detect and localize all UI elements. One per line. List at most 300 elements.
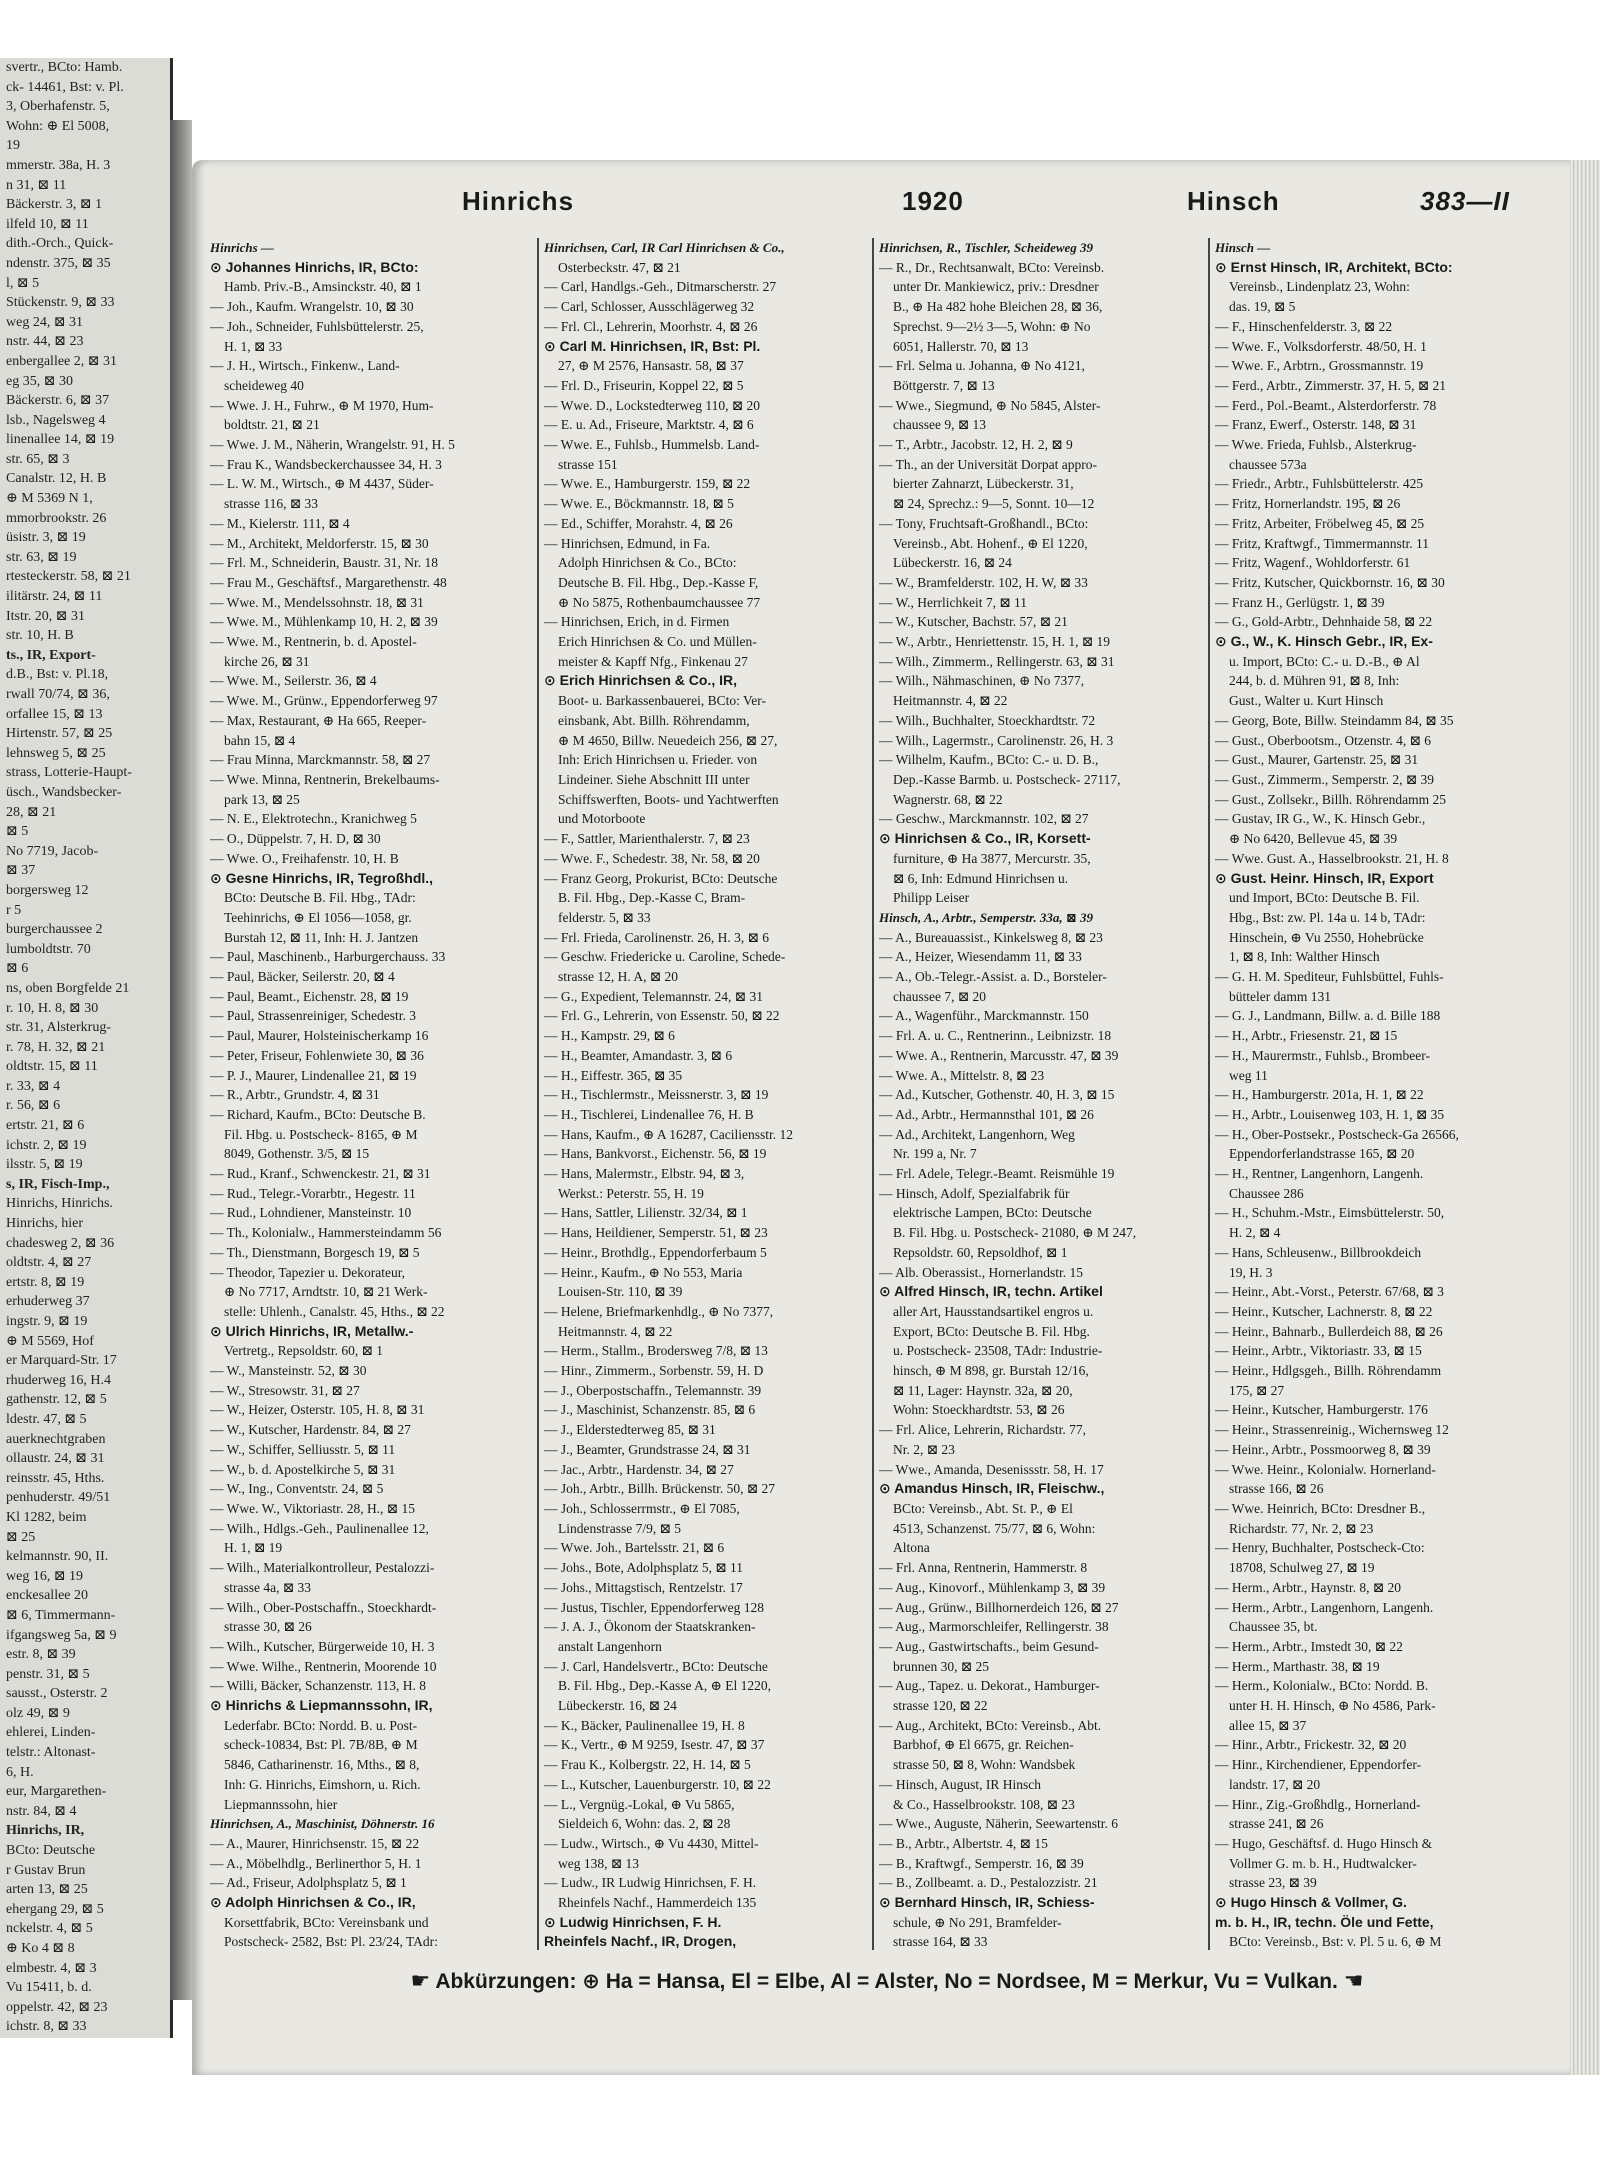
directory-entry: Adolph Hinrichsen & Co., BCto:	[558, 555, 737, 571]
directory-entry: 244, b. d. Mühren 91, ⊠ 8, Inh:	[1229, 673, 1400, 689]
directory-entry: — Wwe. Heinrich, BCto: Dresdner B.,	[1215, 1501, 1426, 1516]
left-page-line: enbergallee 2, ⊠ 31	[6, 353, 117, 369]
column-rule	[1208, 238, 1210, 1950]
directory-entry: — Joh., Kaufm. Wrangelstr. 10, ⊠ 30	[210, 299, 414, 315]
directory-entry: — Hans, Malermstr., Elbstr. 94, ⊠ 3,	[544, 1166, 745, 1182]
directory-entry: furniture, ⊕ Ha 3877, Mercurstr. 35,	[893, 850, 1091, 866]
surname-heading: Hinrichsen, Carl, IR Carl Hinrichsen & Co.,	[544, 240, 785, 255]
directory-entry: — H., Arbtr., Friesenstr. 21, ⊠ 15	[1215, 1028, 1398, 1044]
directory-entry: — Frl. Adele, Telegr.-Beamt. Reismühle 19	[879, 1166, 1115, 1182]
directory-entry: felderstr. 5, ⊠ 33	[558, 909, 651, 925]
left-page-line: estr. 8, ⊠ 39	[6, 1647, 76, 1663]
left-page-line: gathenstr. 12, ⊠ 5	[6, 1392, 107, 1408]
left-page-line: borgersweg 12	[6, 882, 89, 898]
directory-entry: allee 15, ⊠ 37	[1229, 1717, 1307, 1733]
directory-entry: Teehinrichs, ⊕ El 1056—1058, gr.	[224, 909, 412, 925]
directory-entry: aller Art, Hausstandsartikel engros u.	[893, 1303, 1094, 1319]
directory-entry: Boot- u. Barkassenbauerei, BCto: Ver-	[558, 693, 766, 709]
firm-entry: ⊙ Alfred Hinsch, IR, techn. Artikel	[879, 1283, 1103, 1300]
firm-entry: ⊙ Amandus Hinsch, IR, Fleischw.,	[879, 1480, 1105, 1497]
left-page-line: r. 78, H. 32, ⊠ 21	[6, 1039, 106, 1055]
directory-entry: Nr. 2, ⊠ 23	[893, 1441, 955, 1457]
left-page-line: olz 49, ⊠ 9	[6, 1705, 70, 1721]
directory-entry: Chaussee 35, bt.	[1229, 1619, 1318, 1635]
directory-entry: — Ferd., Pol.-Beamt., Alsterdorferstr. 78	[1215, 397, 1437, 413]
directory-entry: ⊕ M 4650, Billw. Neuedeich 256, ⊠ 27,	[558, 732, 778, 748]
left-page-line: elmbestr. 4, ⊠ 3	[6, 1960, 97, 1976]
directory-entry: stelle: Uhlenh., Canalstr. 45, Hths., ⊠ 22	[224, 1303, 445, 1319]
directory-entry: und Import, BCto: Deutsche B. Fil.	[1229, 890, 1420, 906]
directory-entry: und Motorboote	[558, 811, 646, 827]
directory-entry: — Th., Dienstmann, Borgesch 19, ⊠ 5	[210, 1244, 420, 1260]
left-page-line: rtesteckerstr. 58, ⊠ 21	[6, 569, 131, 585]
directory-entry: — Frl. Alice, Lehrerin, Richardstr. 77,	[879, 1422, 1086, 1438]
directory-entry: — Heinr., Bahnarb., Bullerdeich 88, ⊠ 26	[1215, 1323, 1443, 1339]
directory-entry: Liepmannssohn, hier	[224, 1796, 338, 1812]
firm-entry: ⊙ Erich Hinrichsen & Co., IR,	[544, 672, 737, 689]
surname-heading: Hinrichs —	[210, 240, 274, 255]
directory-entry: — Rud., Kranf., Schwenckestr. 21, ⊠ 31	[210, 1166, 431, 1182]
firm-entry: ⊙ Gesne Hinrichs, IR, Tegroßhdl.,	[210, 869, 434, 886]
directory-entry: park 13, ⊠ 25	[224, 791, 300, 807]
directory-entry: Lederfabr. BCto: Nordd. B. u. Post-	[224, 1717, 418, 1733]
directory-entry: — Wwe. M., Rentnerin, b. d. Apostel-	[210, 634, 417, 650]
directory-entry: — Geschw. Friedericke u. Caroline, Schede-	[544, 949, 786, 965]
directory-entry: & Co., Hasselbrookstr. 108, ⊠ 23	[893, 1796, 1075, 1812]
directory-entry: — Georg, Bote, Billw. Steindamm 84, ⊠ 35	[1215, 712, 1454, 728]
directory-entry: — Geschw., Marckmannstr. 102, ⊠ 27	[879, 811, 1089, 827]
directory-entry: Werkst.: Peterstr. 55, H. 19	[558, 1185, 704, 1201]
directory-entry: 5846, Catharinenstr. 16, Mths., ⊠ 8,	[224, 1757, 420, 1773]
left-page-line: ichstr. 8, ⊠ 33	[6, 2019, 87, 2035]
directory-entry: — Hinr., Arbtr., Frickestr. 32, ⊠ 20	[1215, 1737, 1407, 1753]
directory-entry: Eppendorferlandstrasse 165, ⊠ 20	[1229, 1146, 1415, 1162]
directory-entry: — W., Schiffer, Selliusstr. 5, ⊠ 11	[210, 1441, 396, 1457]
left-page-line: ilsstr. 5, ⊠ 19	[6, 1157, 83, 1173]
directory-entry: weg 11	[1229, 1067, 1268, 1083]
directory-entry: — Hans, Schleusenw., Billbrookdeich	[1215, 1244, 1422, 1260]
left-page-line: ck- 14461, Bst: v. Pl.	[6, 79, 124, 95]
directory-entry: — Heinr., Hdlgsgeh., Billh. Röhrendamm	[1215, 1363, 1442, 1379]
directory-column-2	[544, 238, 866, 1950]
directory-entry: strasse 151	[558, 456, 618, 472]
directory-entry: — Gust., Zollsekr., Billh. Röhrendamm 25	[1215, 791, 1446, 807]
directory-entry: anstalt Langenhorn	[558, 1638, 662, 1654]
directory-entry: Hinschein, ⊕ Vu 2550, Hohebrücke	[1229, 929, 1424, 945]
directory-entry: — Wilh., Hdlgs.-Geh., Paulinenallee 12,	[210, 1520, 429, 1536]
directory-entry: — Wwe., Amanda, Desenissstr. 58, H. 17	[879, 1461, 1104, 1477]
directory-entry: 6051, Hallerstr. 70, ⊠ 13	[893, 338, 1029, 354]
directory-entry: — Hans, Heildiener, Semperstr. 51, ⊠ 23	[544, 1225, 768, 1241]
directory-entry: — Ad., Architekt, Langenhorn, Weg	[879, 1126, 1075, 1142]
directory-entry: — Willi, Bäcker, Schanzenstr. 113, H. 8	[210, 1678, 426, 1694]
directory-entry: — Hinrichsen, Erich, in d. Firmen	[544, 614, 730, 630]
directory-entry: — Carl, Handlgs.-Geh., Ditmarscherstr. 27	[544, 279, 777, 295]
abbreviations-footer	[262, 1968, 1512, 1998]
directory-entry: — Wwe. Heinr., Kolonialw. Hornerland-	[1215, 1461, 1436, 1477]
directory-entry: — Heinr., Kutscher, Hamburgerstr. 176	[1215, 1402, 1428, 1418]
directory-entry: Erich Hinrichsen & Co. und Müllen-	[558, 634, 757, 650]
left-page-line: s, IR, Fisch-Imp.,	[6, 1176, 110, 1192]
directory-entry: — Rud., Telegr.-Vorarbtr., Hegestr. 11	[210, 1185, 416, 1201]
column-rule	[537, 238, 539, 1950]
left-page-line: r. 10, H. 8, ⊠ 30	[6, 1000, 99, 1016]
surname-heading: Hinrichsen, A., Maschinist, Döhnerstr. 16	[210, 1816, 435, 1832]
firm-entry: ⊙ Hinrichsen & Co., IR, Korsett-	[879, 830, 1091, 847]
directory-entry: ⊕ No 7717, Arndtstr. 10, ⊠ 21 Werk-	[224, 1284, 428, 1300]
directory-entry: chaussee 573a	[1229, 456, 1307, 472]
directory-entry: ⊠ 24, Sprechz.: 9—5, Sonnt. 10—12	[893, 496, 1095, 512]
directory-entry: — W., Ing., Conventstr. 24, ⊠ 5	[210, 1481, 384, 1497]
directory-entry: Sieldeich 6, Wohn: das. 2, ⊠ 28	[558, 1816, 731, 1832]
directory-entry: — K., Bäcker, Paulinenallee 19, H. 8	[544, 1717, 745, 1733]
directory-entry: — Frl. M., Schneiderin, Baustr. 31, Nr. 18	[210, 555, 438, 571]
directory-entry: bahn 15, ⊠ 4	[224, 732, 296, 748]
left-page-line: weg 24, ⊠ 31	[6, 314, 84, 330]
directory-entry: hinsch, ⊕ M 898, gr. Burstah 12/16,	[893, 1363, 1089, 1379]
directory-entry: unter H. H. Hinsch, ⊕ No 4586, Park-	[1229, 1698, 1436, 1714]
left-page-line: l, ⊠ 5	[6, 275, 40, 291]
left-page-line: Hinrichs, IR,	[6, 1823, 85, 1839]
directory-entry: — Alb. Oberassist., Hornerlandstr. 15	[879, 1264, 1083, 1280]
left-page-line: Kl 1282, beim	[6, 1509, 87, 1525]
directory-entry: — Herm., Marthastr. 38, ⊠ 19	[1215, 1658, 1380, 1674]
left-page-line: dith.-Orch., Quick-	[6, 236, 114, 252]
left-page-line: r. 33, ⊠ 4	[6, 1078, 61, 1094]
directory-entry: — Frl. Cl., Lehrerin, Moorhstr. 4, ⊠ 26	[544, 318, 758, 334]
directory-entry: — H., Arbtr., Louisenweg 103, H. 1, ⊠ 35	[1215, 1106, 1445, 1122]
left-page-line: Hinrichs, Hinrichs.	[6, 1196, 113, 1212]
directory-entry: — H., Schuhm.-Mstr., Eimsbüttelerstr. 50,	[1215, 1205, 1445, 1221]
directory-entry: — Aug., Architekt, BCto: Vereinsb., Abt.	[879, 1717, 1102, 1733]
pointing-hand-icon: ☛	[410, 1968, 431, 1993]
directory-entry: — H., Tischlerei, Lindenallee 76, H. B	[544, 1106, 754, 1122]
directory-entry: Lindeiner. Siehe Abschnitt III unter	[558, 771, 750, 787]
left-page-line: penstr. 31, ⊠ 5	[6, 1666, 90, 1682]
firm-entry: Rheinfels Nachf., IR, Drogen,	[544, 1933, 737, 1950]
directory-entry: — Hinsch, Adolf, Spezialfabrik für	[879, 1185, 1070, 1201]
left-page-line: Canalstr. 12, H. B	[6, 471, 107, 487]
directory-entry: — Wwe. M., Mendelssohnstr. 18, ⊠ 31	[210, 594, 424, 610]
column-rule	[872, 238, 874, 1950]
directory-entry: — H., Beamter, Amandastr. 3, ⊠ 6	[544, 1047, 733, 1063]
left-page-line: nstr. 44, ⊠ 23	[6, 334, 84, 350]
directory-entry: strasse 116, ⊠ 33	[224, 496, 319, 512]
directory-entry: — B., Arbtr., Albertstr. 4, ⊠ 15	[879, 1835, 1048, 1851]
directory-entry: — H., Maurermstr., Fuhlsb., Brombeer-	[1215, 1047, 1430, 1063]
directory-entry: — Hugo, Geschäftsf. d. Hugo Hinsch &	[1215, 1835, 1433, 1851]
directory-entry: — Aug., Tapez. u. Dekorat., Hamburger-	[879, 1678, 1100, 1694]
directory-entry: Postscheck- 2582, Bst: Pl. 23/24, TAdr:	[224, 1934, 438, 1950]
directory-entry: — Ferd., Arbtr., Zimmerstr. 37, H. 5, ⊠ 21	[1215, 377, 1447, 393]
directory-page	[192, 160, 1570, 2075]
firm-entry: ⊙ Carl M. Hinrichsen, IR, Bst: Pl.	[544, 337, 761, 354]
directory-entry: Dep.-Kasse Barmb. u. Postscheck- 27117,	[893, 771, 1121, 787]
directory-entry: — Tony, Fruchtsaft-Großhandl., BCto:	[879, 515, 1089, 531]
directory-entry: — Henry, Buchhalter, Postscheck-Cto:	[1215, 1540, 1425, 1556]
directory-entry: — Hinr., Kirchendiener, Eppendorfer-	[1215, 1757, 1422, 1773]
directory-entry: Repsoldstr. 60, Repsoldhof, ⊠ 1	[893, 1244, 1068, 1260]
directory-entry: Chaussee 286	[1229, 1185, 1304, 1201]
directory-entry: Vereinsb., Lindenplatz 23, Wohn:	[1229, 279, 1410, 295]
left-page-line: Hinrichs, hier	[6, 1216, 83, 1232]
directory-entry: — Ad., Friseur, Adolphsplatz 5, ⊠ 1	[210, 1875, 407, 1891]
directory-entry: Vertretg., Repsoldstr. 60, ⊠ 1	[224, 1343, 384, 1359]
directory-entry: — Th., an der Universität Dorpat appro-	[879, 456, 1097, 472]
directory-entry: B. Fil. Hbg., Dep.-Kasse C, Bram-	[558, 890, 746, 906]
header-right-name: Hinsch	[1187, 186, 1280, 216]
directory-column-1	[210, 238, 532, 1950]
left-page-line: reinsstr. 45, Hths.	[6, 1470, 105, 1486]
directory-entry: — Carl, Schlosser, Ausschlägerweg 32	[544, 299, 755, 315]
directory-entry: — Wwe. F., Arbtrn., Grossmannstr. 19	[1215, 358, 1424, 374]
left-page-line: kelmannstr. 90, II.	[6, 1549, 109, 1565]
left-page-line: r 5	[6, 902, 22, 918]
directory-entry: Deutsche B. Fil. Hbg., Dep.-Kasse F,	[558, 574, 759, 590]
directory-entry: — G. H. M. Spediteur, Fuhlsbüttel, Fuhls-	[1215, 969, 1444, 985]
directory-entry: — J. Carl, Handelsvertr., BCto: Deutsche	[544, 1658, 768, 1674]
directory-entry: — Joh., Arbtr., Billh. Brückenstr. 50, ⊠ 27	[544, 1481, 776, 1497]
directory-entry: — Wilh., Buchhalter, Stoeckhardtstr. 72	[879, 712, 1096, 728]
directory-entry: BCto: Deutsche B. Fil. Hbg., TAdr:	[224, 890, 416, 906]
directory-entry: Export, BCto: Deutsche B. Fil. Hbg.	[893, 1323, 1090, 1339]
directory-entry: Korsettfabrik, BCto: Vereinsbank und	[224, 1914, 429, 1930]
left-page-line: ehlerei, Linden-	[6, 1725, 96, 1741]
directory-entry: — Wwe. W., Viktoriastr. 28, H., ⊠ 15	[210, 1501, 415, 1516]
directory-entry: Schiffswerften, Boots- und Yachtwerften	[558, 791, 779, 807]
directory-entry: — Gust., Oberbootsm., Otzenstr. 4, ⊠ 6	[1215, 732, 1432, 748]
left-page-line: d.B., Bst: v. Pl.18,	[6, 667, 109, 683]
directory-entry: — Wilh., Ober-Postschaffn., Stoeckhardt-	[210, 1599, 437, 1615]
directory-entry: — M., Kielerstr. 111, ⊠ 4	[210, 515, 350, 531]
directory-entry: — W., Stresowstr. 31, ⊠ 27	[210, 1382, 360, 1398]
directory-entry: — Ad., Arbtr., Hermannsthal 101, ⊠ 26	[879, 1106, 1094, 1122]
directory-entry: Philipp Leiser	[893, 890, 970, 906]
directory-entry: — Wwe. F., Volksdorferstr. 48/50, H. 1	[1215, 338, 1427, 354]
left-page-line: ehergang 29, ⊠ 5	[6, 1901, 104, 1917]
directory-entry: — N. E., Elektrotechn., Kranichweg 5	[210, 811, 417, 827]
page-number: 383—II	[1420, 186, 1510, 216]
directory-entry: — Ludw., IR Ludwig Hinrichsen, F. H.	[544, 1875, 757, 1891]
abbreviations-text: Abkürzungen: ⊕ Ha = Hansa, El = Elbe, Al = Alster, No = Nordsee, M = Merkur, Vu = Vulkan.	[435, 1970, 1338, 1993]
directory-entry: — Wwe. M., Seilerstr. 36, ⊠ 4	[210, 673, 377, 689]
firm-entry: ⊙ Bernhard Hinsch, IR, Schiess-	[879, 1894, 1095, 1911]
directory-entry: — H., Ober-Postsekr., Postscheck-Ga 26566,	[1215, 1126, 1459, 1142]
left-page-line: üsch., Wandsbecker-	[6, 784, 122, 800]
left-page-line: enckesallee 20	[6, 1588, 89, 1604]
left-page-line: sausst., Osterstr. 2	[6, 1686, 108, 1702]
directory-entry: Osterbeckstr. 47, ⊠ 21	[558, 259, 681, 275]
directory-entry: — Aug., Kinovorf., Mühlenkamp 3, ⊠ 39	[879, 1579, 1106, 1595]
directory-entry: — A., Möbelhdlg., Berlinerthor 5, H. 1	[210, 1855, 422, 1871]
directory-entry: — M., Architekt, Meldorferstr. 15, ⊠ 30	[210, 535, 429, 551]
left-page-line: ⊠ 6	[6, 961, 29, 977]
directory-entry: H. 1, ⊠ 19	[224, 1540, 283, 1556]
directory-entry: — W., Arbtr., Henriettenstr. 15, H. 1, ⊠ 19	[879, 634, 1111, 650]
firm-entry: ⊙ Ulrich Hinrichs, IR, Metallw.-	[210, 1322, 414, 1339]
surname-heading: Hinsch —	[1215, 240, 1271, 255]
directory-entry: — Frl. Selma u. Johanna, ⊕ No 4121,	[879, 358, 1085, 374]
left-page-line: lehnsweg 5, ⊠ 25	[6, 745, 106, 761]
directory-entry: — A., Heizer, Wiesendamm 11, ⊠ 33	[879, 949, 1082, 965]
left-page-line: erhuderweg 37	[6, 1294, 90, 1310]
left-page-line: str. 65, ⊠ 3	[6, 451, 70, 467]
directory-entry: — F., Hinschenfelderstr. 3, ⊠ 22	[1215, 318, 1393, 334]
left-page-line: ⊕ M 5369 N 1,	[6, 491, 93, 507]
directory-entry: 1, ⊠ 8, Inh: Walther Hinsch	[1229, 949, 1380, 965]
directory-entry: — Wilh., Nähmaschinen, ⊕ No 7377,	[879, 673, 1085, 689]
directory-entry: — A., Wagenführ., Marckmannstr. 150	[879, 1008, 1089, 1024]
directory-entry: 8049, Gothenstr. 3/5, ⊠ 15	[224, 1146, 370, 1162]
directory-entry: — A., Bureauassist., Kinkelsweg 8, ⊠ 23	[879, 929, 1103, 945]
directory-column-3	[879, 238, 1201, 1950]
directory-entry: u. Import, BCto: C.- u. D.-B., ⊕ Al	[1229, 653, 1420, 669]
left-page-line: Bäckerstr. 3, ⊠ 1	[6, 197, 103, 213]
directory-entry: — Johs., Bote, Adolphsplatz 5, ⊠ 11	[544, 1560, 744, 1576]
directory-entry: — Friedr., Arbtr., Fuhlsbüttelerstr. 425	[1215, 476, 1424, 492]
directory-entry: strasse 50, ⊠ 8, Wohn: Wandsbek	[893, 1757, 1076, 1773]
directory-entry: — Hinr., Zig.-Großhdlg., Hornerland-	[1215, 1796, 1421, 1812]
surname-heading: Hinrichsen, R., Tischler, Scheideweg 39	[879, 240, 1094, 255]
directory-entry: — Franz Georg, Prokurist, BCto: Deutsche	[544, 870, 778, 886]
page-stack-edges	[1570, 160, 1600, 2075]
header-year: 1920	[902, 186, 964, 216]
directory-entry: — J. H., Wirtsch., Finkenw., Land-	[210, 358, 400, 374]
directory-entry: — Aug., Gastwirtschafts., beim Gesund-	[879, 1638, 1099, 1654]
left-page-line: No 7719, Jacob-	[6, 843, 99, 859]
directory-entry: — Gust., Zimmerm., Semperstr. 2, ⊠ 39	[1215, 771, 1435, 787]
left-page-line: 6, H.	[6, 1764, 34, 1780]
directory-entry: — Herm., Arbtr., Imstedt 30, ⊠ 22	[1215, 1638, 1403, 1654]
directory-entry: — Wilh., Lagermstr., Carolinenstr. 26, H. 3	[879, 732, 1114, 748]
left-page-line: oldtstr. 4, ⊠ 27	[6, 1255, 92, 1271]
directory-entry: Wagnerstr. 68, ⊠ 22	[893, 791, 1003, 807]
left-page-line: eg 35, ⊠ 30	[6, 373, 73, 389]
directory-entry: Lübeckerstr. 16, ⊠ 24	[558, 1698, 677, 1714]
directory-entry: — Ludw., Wirtsch., ⊕ Vu 4430, Mittel-	[544, 1835, 759, 1851]
left-page-line: n 31, ⊠ 11	[6, 177, 67, 193]
directory-entry: — Helene, Briefmarkenhdlg., ⊕ No 7377,	[544, 1303, 774, 1319]
directory-entry: — G., Gold-Arbtr., Dehnhaide 58, ⊠ 22	[1215, 614, 1433, 630]
directory-entry: — R., Arbtr., Grundstr. 4, ⊠ 31	[210, 1087, 380, 1103]
left-page-line: rhuderweg 16, H.4	[6, 1372, 111, 1388]
directory-entry: — A., Ob.-Telegr.-Assist. a. D., Borsteler-	[879, 969, 1107, 985]
directory-entry: — Justus, Tischler, Eppendorferweg 128	[544, 1599, 764, 1615]
directory-entry: — H., Eiffestr. 365, ⊠ 35	[544, 1067, 683, 1083]
book-gutter	[170, 120, 192, 2000]
directory-entry: — H., Tischlermstr., Meissnerstr. 3, ⊠ 19	[544, 1087, 769, 1103]
directory-entry: — Hans, Kaufm., ⊕ A 16287, Caciliensstr. 12	[544, 1126, 794, 1142]
firm-entry: ⊙ Johannes Hinrichs, IR, BCto:	[210, 258, 419, 275]
directory-entry: — Wwe., Auguste, Näherin, Seewartenstr. 6	[879, 1816, 1118, 1832]
directory-entry: — W., Mansteinstr. 52, ⊠ 30	[210, 1363, 367, 1379]
left-page-line: ⊕ M 5569, Hof	[6, 1333, 94, 1349]
directory-entry: — Herm., Arbtr., Langenhorn, Langenh.	[1215, 1599, 1434, 1615]
directory-entry: strasse 120, ⊠ 22	[893, 1698, 988, 1714]
directory-entry: — Wilh., Kutscher, Bürgerweide 10, H. 3	[210, 1638, 435, 1654]
left-page-line: eur, Margarethen-	[6, 1784, 107, 1800]
directory-entry: — Paul, Maschinenb., Harburgerchauss. 33	[210, 949, 446, 965]
directory-entry: BCto: Vereinsb., Bst: v. Pl. 5 u. 6, ⊕ M	[1229, 1934, 1442, 1950]
left-page-line: chadesweg 2, ⊠ 36	[6, 1235, 115, 1251]
left-page-line: ⊠ 25	[6, 1529, 36, 1545]
directory-entry: — Wwe. M., Mühlenkamp 10, H. 2, ⊠ 39	[210, 614, 438, 630]
directory-entry: — O., Düppelstr. 7, H. D, ⊠ 30	[210, 831, 381, 847]
directory-entry: Gust., Walter u. Kurt Hinsch	[1229, 693, 1384, 709]
directory-entry: — Fritz, Arbeiter, Fröbelweg 45, ⊠ 25	[1215, 515, 1425, 531]
left-page-line: ⊕ Ko 4 ⊠ 8	[6, 1941, 75, 1956]
directory-entry: Sprechst. 9—2½ 3—5, Wohn: ⊕ No	[893, 318, 1091, 334]
directory-entry: — Gustav, IR G., W., K. Hinsch Gebr.,	[1215, 811, 1426, 827]
firm-entry: ⊙ Hugo Hinsch & Vollmer, G.	[1215, 1894, 1407, 1911]
directory-entry: strasse 23, ⊠ 39	[1229, 1875, 1317, 1891]
directory-entry: — B., Kraftwgf., Semperstr. 16, ⊠ 39	[879, 1855, 1084, 1871]
directory-entry: — H., Hamburgerstr. 201a, H. 1, ⊠ 22	[1215, 1087, 1424, 1103]
directory-entry: Böttgerstr. 7, ⊠ 13	[893, 377, 995, 393]
left-page-line: ldestr. 47, ⊠ 5	[6, 1411, 87, 1427]
directory-entry: — Ed., Schiffer, Morahstr. 4, ⊠ 26	[544, 515, 733, 531]
left-page-line: str. 63, ⊠ 19	[6, 549, 77, 565]
left-page-line: er Marquard-Str. 17	[6, 1353, 117, 1369]
directory-entry: — Frau K., Wandsbeckerchaussee 34, H. 3	[210, 456, 442, 472]
left-page-line: Bäckerstr. 6, ⊠ 37	[6, 393, 110, 409]
directory-entry: Hamb. Priv.-B., Amsinckstr. 40, ⊠ 1	[224, 279, 422, 295]
firm-entry: m. b. H., IR, techn. Öle und Fette,	[1215, 1913, 1434, 1930]
directory-entry: — K., Vertr., ⊕ M 9259, Isestr. 47, ⊠ 37	[544, 1737, 765, 1753]
directory-entry: H. 2, ⊠ 4	[1229, 1225, 1281, 1241]
directory-entry: Vollmer G. m. b. H., Hudtwalcker-	[1229, 1855, 1417, 1871]
left-page-line: ⊠ 5	[6, 824, 29, 840]
directory-entry: — B., Zollbeamt. a. D., Pestalozzistr. 21	[879, 1875, 1098, 1891]
directory-entry: ⊠ 6, Inh: Edmund Hinrichsen u.	[893, 870, 1069, 886]
directory-entry: strasse 30, ⊠ 26	[224, 1619, 312, 1635]
directory-entry: strasse 164, ⊠ 33	[893, 1934, 988, 1950]
directory-entry: — Heinr., Abt.-Vorst., Peterstr. 67/68, ⊠ 3	[1215, 1284, 1444, 1300]
directory-entry: strasse 12, H. A, ⊠ 20	[558, 969, 679, 985]
directory-entry: bütteler damm 131	[1229, 988, 1331, 1004]
directory-entry: — L., Vergnüg.-Lokal, ⊕ Vu 5865,	[544, 1796, 735, 1812]
directory-entry: — Wwe. Frieda, Fuhlsb., Alsterkrug-	[1215, 437, 1417, 453]
directory-entry: — Hans, Sattler, Lilienstr. 32/34, ⊠ 1	[544, 1205, 748, 1221]
directory-entry: — J., Oberpostschaffn., Telemannstr. 39	[544, 1382, 762, 1398]
left-page-line: 28, ⊠ 21	[6, 804, 57, 820]
directory-entry: — Wwe. A., Mittelstr. 8, ⊠ 23	[879, 1067, 1045, 1083]
left-page-line: 3, Oberhafenstr. 5,	[6, 99, 110, 115]
directory-entry: — Wwe. O., Freihafenstr. 10, H. B	[210, 850, 399, 866]
page-header	[272, 182, 1532, 222]
directory-entry: — Frl. Anna, Rentnerin, Hammerstr. 8	[879, 1560, 1088, 1576]
left-page-line: penhuderstr. 49/51	[6, 1490, 111, 1506]
directory-entry: — Hans, Bankvorst., Eichenstr. 56, ⊠ 19	[544, 1146, 767, 1162]
left-page-line: svertr., BCto: Hamb.	[6, 60, 123, 75]
left-page-line: ichstr. 2, ⊠ 19	[6, 1137, 87, 1153]
directory-entry: Inh: Erich Hinrichsen u. Frieder. von	[558, 752, 758, 768]
directory-entry: Nr. 199 a, Nr. 7	[893, 1146, 977, 1162]
left-page-line: ns, oben Borgfelde 21	[6, 980, 130, 996]
directory-entry: — Theodor, Tapezier u. Dekorateur,	[210, 1264, 406, 1280]
directory-entry: — Herm., Arbtr., Haynstr. 8, ⊠ 20	[1215, 1579, 1402, 1595]
left-page-line: linenallee 14, ⊠ 19	[6, 432, 115, 448]
directory-entry: BCto: Vereinsb., Abt. St. P., ⊕ El	[893, 1501, 1073, 1516]
left-page-line: telstr.: Altonast-	[6, 1745, 96, 1761]
directory-entry: scheck-10834, Bst: Pl. 7B/8B, ⊕ M	[224, 1737, 418, 1753]
directory-entry: — Heinr., Kutscher, Lachnerstr. 8, ⊠ 22	[1215, 1303, 1433, 1319]
directory-entry: — Wwe. Wilhe., Rentnerin, Moorende 10	[210, 1658, 437, 1674]
directory-entry: 4513, Schanzenst. 75/77, ⊠ 6, Wohn:	[893, 1520, 1096, 1536]
directory-entry: — Rud., Lohndiener, Mansteinstr. 10	[210, 1205, 412, 1221]
left-page-line: Stückenstr. 9, ⊠ 33	[6, 295, 115, 311]
directory-entry: — Wwe. Gust. A., Hasselbrookstr. 21, H. 8	[1215, 850, 1449, 866]
